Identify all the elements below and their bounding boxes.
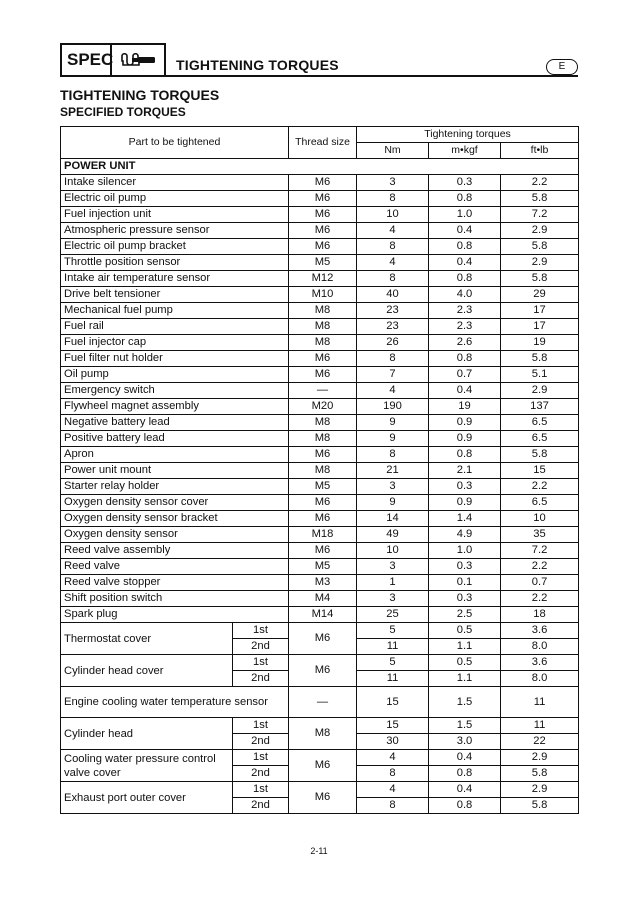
torque-mkgf: 0.4: [429, 255, 501, 271]
torque-nm: 8: [357, 447, 429, 463]
part-name: Electric oil pump bracket: [61, 239, 289, 255]
torque-ftlb: 6.5: [501, 495, 579, 511]
torque-ftlb: 35: [501, 527, 579, 543]
torque-nm: 3: [357, 479, 429, 495]
torque-mkgf: 0.8: [429, 239, 501, 255]
part-name: Negative battery lead: [61, 415, 289, 431]
torque-ftlb: 2.2: [501, 479, 579, 495]
torque-mkgf: 0.4: [429, 782, 501, 798]
part-name: Starter relay holder: [61, 479, 289, 495]
torque-nm: 1: [357, 575, 429, 591]
torque-ftlb: 15: [501, 463, 579, 479]
torque-mkgf: 3.0: [429, 734, 501, 750]
tightening-stage: 2nd: [233, 639, 289, 655]
torque-mkgf: 0.1: [429, 575, 501, 591]
part-name: Flywheel magnet assembly: [61, 399, 289, 415]
torque-mkgf: 0.4: [429, 383, 501, 399]
torque-ftlb: 11: [501, 718, 579, 734]
tightening-stage: 1st: [233, 718, 289, 734]
part-name: Emergency switch: [61, 383, 289, 399]
part-name: Electric oil pump: [61, 191, 289, 207]
torque-nm: 9: [357, 415, 429, 431]
thread-size: M8: [289, 463, 357, 479]
table-row: [61, 575, 579, 591]
torque-nm: 15: [357, 718, 429, 734]
torque-nm: 4: [357, 782, 429, 798]
torque-nm: 21: [357, 463, 429, 479]
thread-size: M5: [289, 559, 357, 575]
torque-mkgf: 0.8: [429, 351, 501, 367]
table-row: [61, 479, 579, 495]
torque-ftlb: 0.7: [501, 575, 579, 591]
thread-size: —: [289, 687, 357, 718]
table-row: [61, 191, 579, 207]
torque-ftlb: 2.2: [501, 559, 579, 575]
tightening-stage: 1st: [233, 623, 289, 639]
page-header: [60, 43, 578, 79]
table-body: [61, 159, 579, 814]
torque-mkgf: 1.1: [429, 639, 501, 655]
torque-nm: 3: [357, 591, 429, 607]
part-name: Oxygen density sensor: [61, 527, 289, 543]
torque-nm: 23: [357, 319, 429, 335]
table-row: [61, 447, 579, 463]
part-name: Intake silencer: [61, 175, 289, 191]
tightening-stage: 2nd: [233, 798, 289, 814]
torque-nm: 190: [357, 399, 429, 415]
torque-mkgf: 0.7: [429, 367, 501, 383]
torque-mkgf: 1.5: [429, 718, 501, 734]
page-number: 2-11: [310, 846, 328, 856]
torque-mkgf: 0.3: [429, 591, 501, 607]
torque-nm: 30: [357, 734, 429, 750]
part-name: Positive battery lead: [61, 431, 289, 447]
table-row: [61, 223, 579, 239]
page-subtitle: SPECIFIED TORQUES: [60, 105, 186, 119]
torque-nm: 4: [357, 383, 429, 399]
table-row: [61, 543, 579, 559]
torque-nm: 5: [357, 623, 429, 639]
torque-ftlb: 22: [501, 734, 579, 750]
torque-nm: 49: [357, 527, 429, 543]
thread-size: —: [289, 383, 357, 399]
table-row: [61, 271, 579, 287]
part-name: Apron: [61, 447, 289, 463]
thread-size: M5: [289, 479, 357, 495]
torque-ftlb: 5.8: [501, 351, 579, 367]
table-row: [61, 255, 579, 271]
thread-size: M6: [289, 351, 357, 367]
table-row: [61, 207, 579, 223]
torque-ftlb: 8.0: [501, 639, 579, 655]
torque-nm: 8: [357, 798, 429, 814]
torque-ftlb: 2.9: [501, 383, 579, 399]
torque-nm: 4: [357, 223, 429, 239]
table-row: [61, 239, 579, 255]
col-nm: Nm: [357, 143, 429, 159]
torque-nm: 11: [357, 671, 429, 687]
table-row: [61, 335, 579, 351]
torque-nm: 15: [357, 687, 429, 718]
torque-mkgf: 2.3: [429, 303, 501, 319]
part-name: Cooling water pressure control valve cover: [61, 750, 233, 782]
torque-ftlb: 11: [501, 687, 579, 718]
torque-wrench-icon-box: [112, 43, 166, 77]
table-row: [61, 623, 579, 639]
torque-ftlb: 6.5: [501, 415, 579, 431]
torque-ftlb: 17: [501, 303, 579, 319]
torque-mkgf: 0.3: [429, 175, 501, 191]
part-name: Oxygen density sensor cover: [61, 495, 289, 511]
torque-nm: 8: [357, 191, 429, 207]
torque-ftlb: 3.6: [501, 655, 579, 671]
table-row: [61, 415, 579, 431]
torque-nm: 8: [357, 239, 429, 255]
table-row: [61, 287, 579, 303]
thread-size: M6: [289, 447, 357, 463]
table-row: [61, 687, 579, 718]
part-name: Fuel injection unit: [61, 207, 289, 223]
thread-size: M6: [289, 367, 357, 383]
torque-ftlb: 6.5: [501, 431, 579, 447]
thread-size: M8: [289, 431, 357, 447]
table-row: [61, 591, 579, 607]
torque-nm: 4: [357, 750, 429, 766]
torque-mkgf: 2.5: [429, 607, 501, 623]
torque-ftlb: 5.8: [501, 798, 579, 814]
table-row: [61, 431, 579, 447]
part-name: Intake air temperature sensor: [61, 271, 289, 287]
part-name: Cylinder head cover: [61, 655, 233, 687]
torque-mkgf: 4.9: [429, 527, 501, 543]
torque-mkgf: 0.8: [429, 447, 501, 463]
part-name: Reed valve assembly: [61, 543, 289, 559]
part-name: Atmospheric pressure sensor: [61, 223, 289, 239]
table-row: [61, 559, 579, 575]
thread-size: M5: [289, 255, 357, 271]
torque-mkgf: 0.4: [429, 750, 501, 766]
thread-size: M8: [289, 415, 357, 431]
torque-ftlb: 29: [501, 287, 579, 303]
torque-nm: 9: [357, 431, 429, 447]
torque-nm: 8: [357, 351, 429, 367]
language-badge: E: [546, 59, 578, 75]
col-mkgf: m•kgf: [429, 143, 501, 159]
torque-nm: 11: [357, 639, 429, 655]
table-row: [61, 495, 579, 511]
col-torques: Tightening torques: [357, 127, 579, 143]
table-row: [61, 511, 579, 527]
torque-ftlb: 7.2: [501, 207, 579, 223]
torque-mkgf: 0.4: [429, 223, 501, 239]
torque-wrench-icon: [120, 52, 156, 70]
torque-mkgf: 19: [429, 399, 501, 415]
torque-mkgf: 0.3: [429, 559, 501, 575]
tightening-stage: 2nd: [233, 734, 289, 750]
torque-nm: 10: [357, 543, 429, 559]
table-row: [61, 383, 579, 399]
torque-nm: 40: [357, 287, 429, 303]
torque-nm: 8: [357, 271, 429, 287]
torque-mkgf: 0.5: [429, 623, 501, 639]
torque-ftlb: 18: [501, 607, 579, 623]
torque-nm: 10: [357, 207, 429, 223]
torque-ftlb: 3.6: [501, 623, 579, 639]
torque-nm: 4: [357, 255, 429, 271]
table-header-row: [61, 127, 579, 143]
torque-ftlb: 2.9: [501, 223, 579, 239]
torque-nm: 26: [357, 335, 429, 351]
torque-mkgf: 2.1: [429, 463, 501, 479]
table-row: [61, 527, 579, 543]
part-name: Shift position switch: [61, 591, 289, 607]
table-row: [61, 319, 579, 335]
part-name: Throttle position sensor: [61, 255, 289, 271]
torque-ftlb: 2.9: [501, 782, 579, 798]
tightening-stage: 1st: [233, 750, 289, 766]
part-name: Oxygen density sensor bracket: [61, 511, 289, 527]
tightening-stage: 2nd: [233, 766, 289, 782]
torque-ftlb: 137: [501, 399, 579, 415]
table-row: [61, 463, 579, 479]
torque-nm: 3: [357, 559, 429, 575]
thread-size: M20: [289, 399, 357, 415]
torque-nm: 5: [357, 655, 429, 671]
part-name: Fuel filter nut holder: [61, 351, 289, 367]
thread-size: M6: [289, 655, 357, 687]
table-row: [61, 367, 579, 383]
torque-mkgf: 2.6: [429, 335, 501, 351]
thread-size: M4: [289, 591, 357, 607]
torque-mkgf: 1.4: [429, 511, 501, 527]
thread-size: M14: [289, 607, 357, 623]
torque-ftlb: 5.8: [501, 271, 579, 287]
part-name: Mechanical fuel pump: [61, 303, 289, 319]
col-ftlb: ft•lb: [501, 143, 579, 159]
part-name: Reed valve stopper: [61, 575, 289, 591]
table-row: [61, 750, 579, 766]
torque-nm: 25: [357, 607, 429, 623]
torque-ftlb: 7.2: [501, 543, 579, 559]
torque-mkgf: 0.8: [429, 271, 501, 287]
part-name: Spark plug: [61, 607, 289, 623]
section-row: [61, 159, 579, 175]
thread-size: M18: [289, 527, 357, 543]
thread-size: M3: [289, 575, 357, 591]
page-title: TIGHTENING TORQUES: [60, 87, 220, 103]
torque-mkgf: 0.9: [429, 495, 501, 511]
table-row: [61, 655, 579, 671]
thread-size: M6: [289, 543, 357, 559]
thread-size: M8: [289, 335, 357, 351]
thread-size: M6: [289, 207, 357, 223]
part-name: Fuel injector cap: [61, 335, 289, 351]
torque-mkgf: 0.8: [429, 766, 501, 782]
torque-ftlb: 2.2: [501, 591, 579, 607]
part-name: Exhaust port outer cover: [61, 782, 233, 814]
table-row: [61, 607, 579, 623]
torque-mkgf: 1.5: [429, 687, 501, 718]
part-name: Drive belt tensioner: [61, 287, 289, 303]
thread-size: M6: [289, 239, 357, 255]
part-name: Fuel rail: [61, 319, 289, 335]
torque-ftlb: 2.9: [501, 750, 579, 766]
torque-ftlb: 5.8: [501, 766, 579, 782]
torque-ftlb: 10: [501, 511, 579, 527]
thread-size: M6: [289, 511, 357, 527]
torque-mkgf: 2.3: [429, 319, 501, 335]
torque-ftlb: 5.1: [501, 367, 579, 383]
thread-size: M6: [289, 750, 357, 782]
torque-nm: 7: [357, 367, 429, 383]
torque-ftlb: 17: [501, 319, 579, 335]
torque-ftlb: 2.9: [501, 255, 579, 271]
torque-mkgf: 4.0: [429, 287, 501, 303]
torque-ftlb: 2.2: [501, 175, 579, 191]
col-part: Part to be tightened: [61, 127, 289, 159]
thread-size: M6: [289, 191, 357, 207]
torque-ftlb: 5.8: [501, 191, 579, 207]
table-row: [61, 351, 579, 367]
table-row: [61, 399, 579, 415]
header-title: TIGHTENING TORQUES: [176, 57, 339, 73]
part-name: Oil pump: [61, 367, 289, 383]
thread-size: M8: [289, 303, 357, 319]
torque-nm: 3: [357, 175, 429, 191]
section-label: POWER UNIT: [61, 159, 579, 175]
table-row: [61, 782, 579, 798]
part-name: Power unit mount: [61, 463, 289, 479]
thread-size: M8: [289, 319, 357, 335]
col-thread: Thread size: [289, 127, 357, 159]
torque-ftlb: 5.8: [501, 447, 579, 463]
tightening-stage: 1st: [233, 782, 289, 798]
thread-size: M6: [289, 623, 357, 655]
table-row: [61, 718, 579, 734]
torque-nm: 9: [357, 495, 429, 511]
torque-table: [60, 126, 579, 814]
part-name: Reed valve: [61, 559, 289, 575]
torque-nm: 8: [357, 766, 429, 782]
tightening-stage: 1st: [233, 655, 289, 671]
torque-mkgf: 1.1: [429, 671, 501, 687]
table-row: [61, 303, 579, 319]
torque-mkgf: 0.8: [429, 191, 501, 207]
table-row: [61, 175, 579, 191]
thread-size: M12: [289, 271, 357, 287]
part-name: Cylinder head: [61, 718, 233, 750]
torque-mkgf: 1.0: [429, 207, 501, 223]
torque-mkgf: 1.0: [429, 543, 501, 559]
torque-nm: 23: [357, 303, 429, 319]
thread-size: M6: [289, 495, 357, 511]
thread-size: M10: [289, 287, 357, 303]
thread-size: M6: [289, 782, 357, 814]
torque-mkgf: 0.5: [429, 655, 501, 671]
part-name: Engine cooling water temperature sensor: [61, 687, 289, 718]
spec-label: SPEC: [60, 43, 112, 77]
torque-ftlb: 19: [501, 335, 579, 351]
thread-size: M6: [289, 175, 357, 191]
torque-ftlb: 5.8: [501, 239, 579, 255]
thread-size: M8: [289, 718, 357, 750]
torque-mkgf: 0.3: [429, 479, 501, 495]
thread-size: M6: [289, 223, 357, 239]
torque-ftlb: 8.0: [501, 671, 579, 687]
header-rule: [166, 75, 578, 77]
tightening-stage: 2nd: [233, 671, 289, 687]
part-name: Thermostat cover: [61, 623, 233, 655]
torque-mkgf: 0.9: [429, 415, 501, 431]
torque-nm: 14: [357, 511, 429, 527]
torque-mkgf: 0.8: [429, 798, 501, 814]
torque-mkgf: 0.9: [429, 431, 501, 447]
